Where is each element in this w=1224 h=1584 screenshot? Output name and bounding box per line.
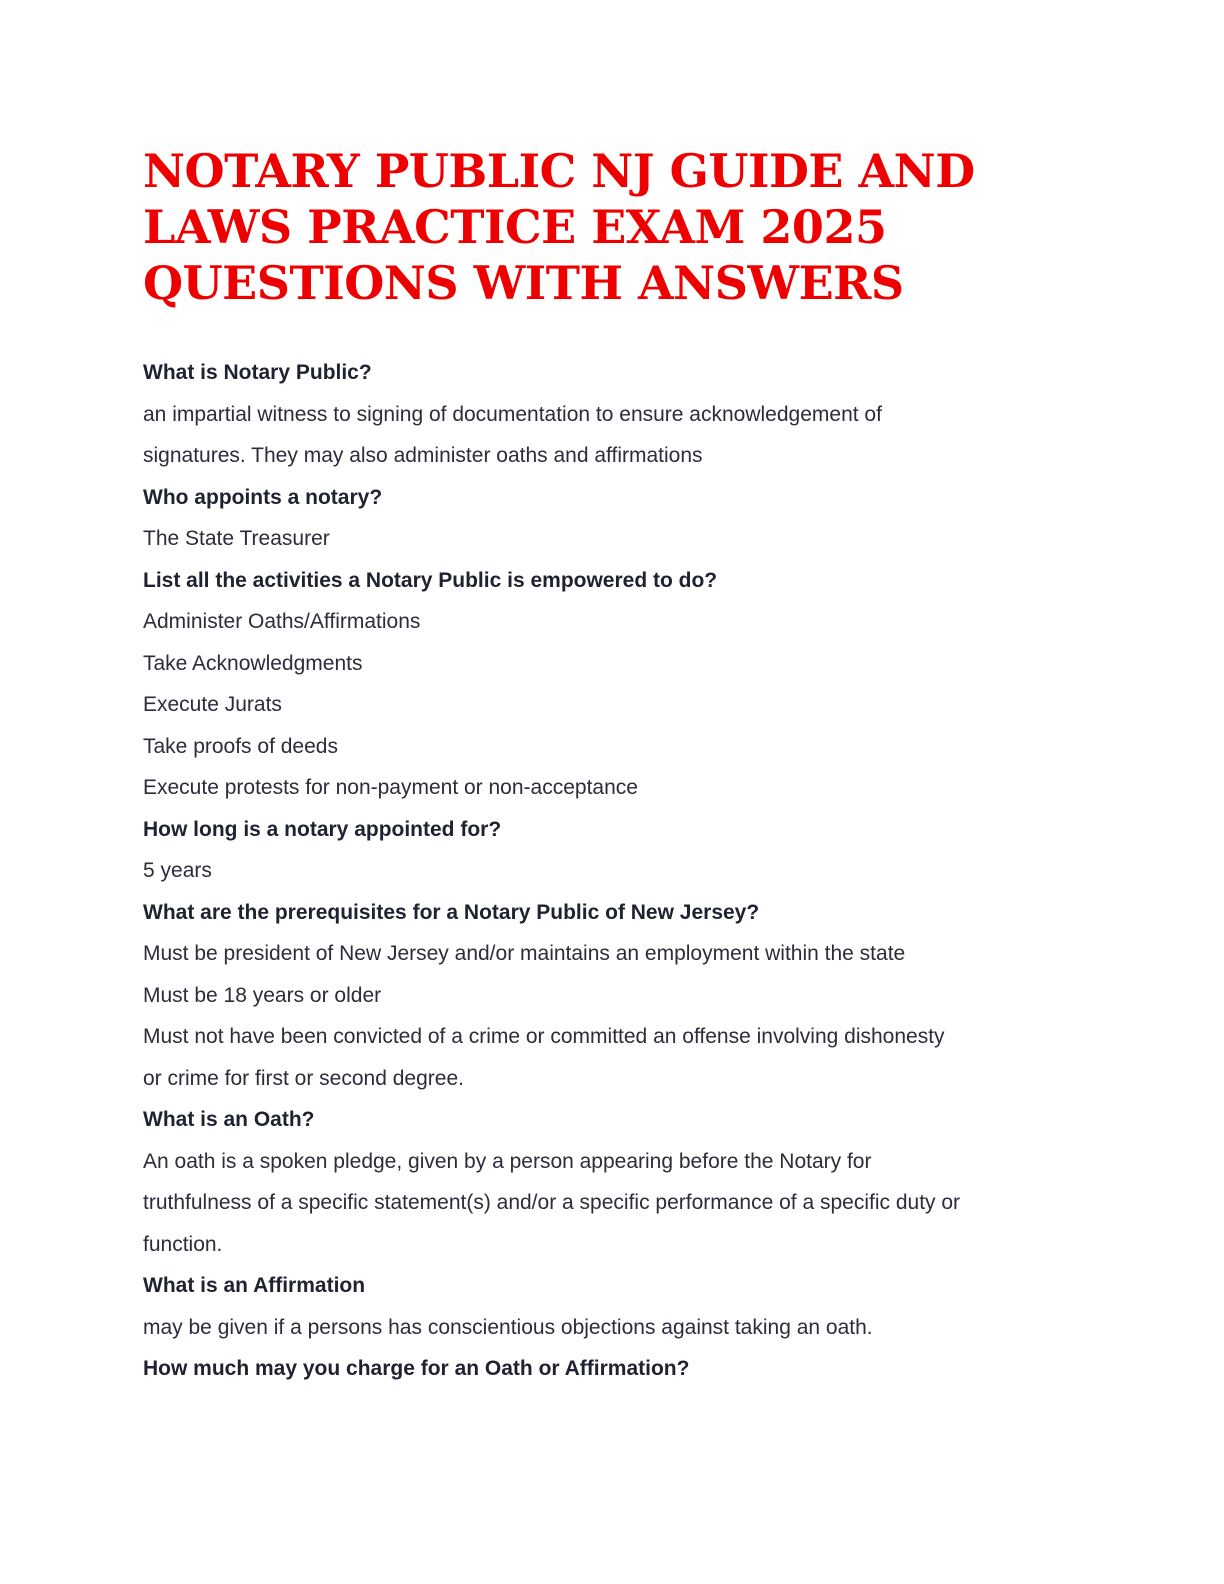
answer-line: an impartial witness to signing of documentation to ensure acknowledgement of (143, 402, 882, 426)
qa-list (143, 352, 1083, 1390)
answer-line: Must be 18 years or older (143, 983, 382, 1007)
answer-line: An oath is a spoken pledge, given by a person appearing before the Notary for (143, 1149, 872, 1173)
answer-line: signatures. They may also administer oaths and affirmations (143, 444, 703, 467)
answer-line: Take Acknowledgments (143, 651, 363, 675)
question: Who appoints a notary? (143, 485, 383, 509)
answer-line: Must not have been convicted of a crime or committed an offense involving dishonesty (143, 1025, 945, 1048)
title-line: NOTARY PUBLIC NJ GUIDE AND (143, 144, 975, 198)
answer-line: or crime for first or second degree. (143, 1066, 464, 1090)
question: What is an Affirmation (143, 1274, 366, 1297)
question: What is Notary Public? (143, 361, 372, 384)
answer-line: Execute protests for non-payment or non-acceptance (143, 776, 638, 799)
question: List all the activities a Notary Public is empowered to do? (143, 568, 718, 592)
answer-line: The State Treasurer (143, 527, 330, 550)
answer-line: may be given if a persons has conscientious objections against taking an oath. (143, 1315, 873, 1339)
answer-line: function. (143, 1232, 223, 1256)
answer-line: truthfulness of a specific statement(s) and/or a specific performance of a specific duty or (143, 1191, 961, 1214)
document-title (143, 143, 1083, 311)
question: What is an Oath? (143, 1108, 315, 1131)
answer-line: Must be president of New Jersey and/or maintains an employment within the state (143, 942, 906, 965)
title-line: QUESTIONS WITH ANSWERS (143, 256, 904, 310)
answer-line: Execute Jurats (143, 693, 282, 716)
title-line: LAWS PRACTICE EXAM 2025 (143, 200, 887, 254)
question: How much may you charge for an Oath or Affirmation? (143, 1357, 690, 1380)
answer-line: 5 years (143, 859, 212, 882)
answer-line: Administer Oaths/Affirmations (143, 610, 421, 633)
answer-line: Take proofs of deeds (143, 734, 338, 758)
question: How long is a notary appointed for? (143, 817, 502, 841)
question: What are the prerequisites for a Notary Public of New Jersey? (143, 900, 760, 924)
